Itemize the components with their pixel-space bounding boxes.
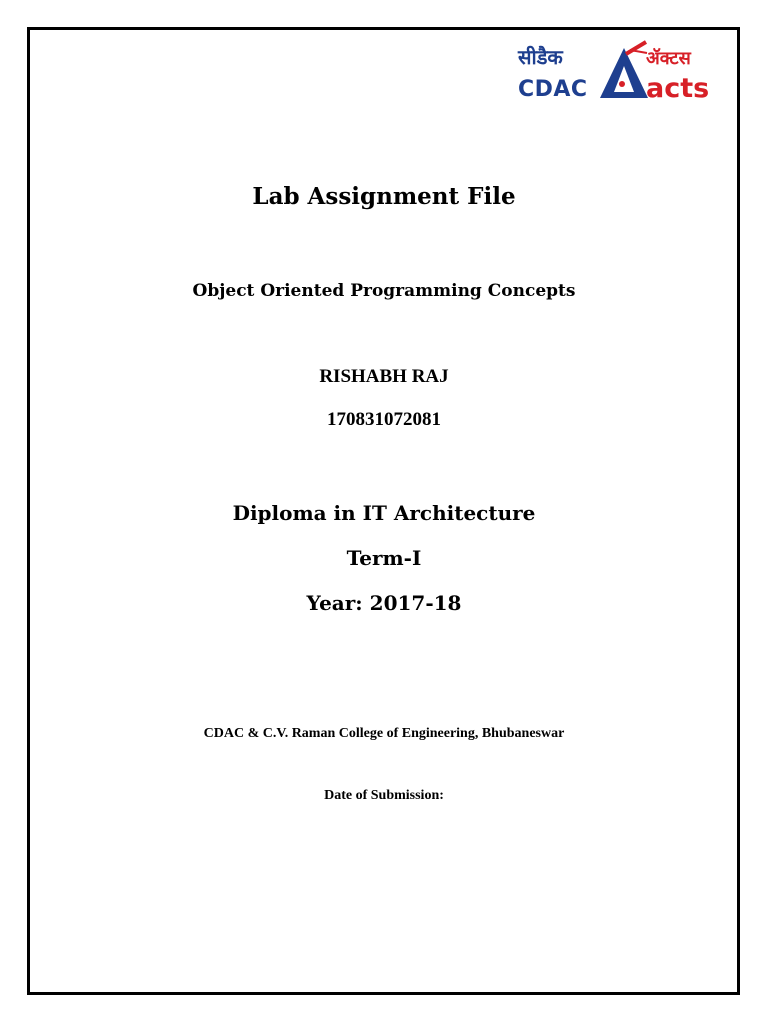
student-name: RISHABH RAJ bbox=[319, 366, 449, 387]
cdac-english-text: CDAC bbox=[518, 77, 588, 102]
acts-english-text: acts bbox=[646, 73, 710, 102]
cdac-hindi-text: सीडैक bbox=[518, 45, 563, 69]
submission-date-label: Date of Submission: bbox=[324, 788, 444, 803]
document-title: Lab Assignment File bbox=[252, 183, 516, 210]
college-name: CDAC & C.V. Raman College of Engineering, Bhubaneswar bbox=[203, 726, 565, 741]
cdac-acts-logo bbox=[512, 40, 728, 102]
program-name: Diploma in IT Architecture bbox=[232, 501, 536, 525]
academic-year: Year: 2017-18 bbox=[306, 591, 462, 615]
term-label: Term-I bbox=[346, 546, 422, 570]
acts-hindi-text: ॲक्टस bbox=[646, 48, 691, 69]
acts-triangle-icon bbox=[600, 42, 648, 98]
subject-name: Object Oriented Programming Concepts bbox=[192, 281, 576, 301]
roll-number: 170831072081 bbox=[327, 409, 441, 430]
